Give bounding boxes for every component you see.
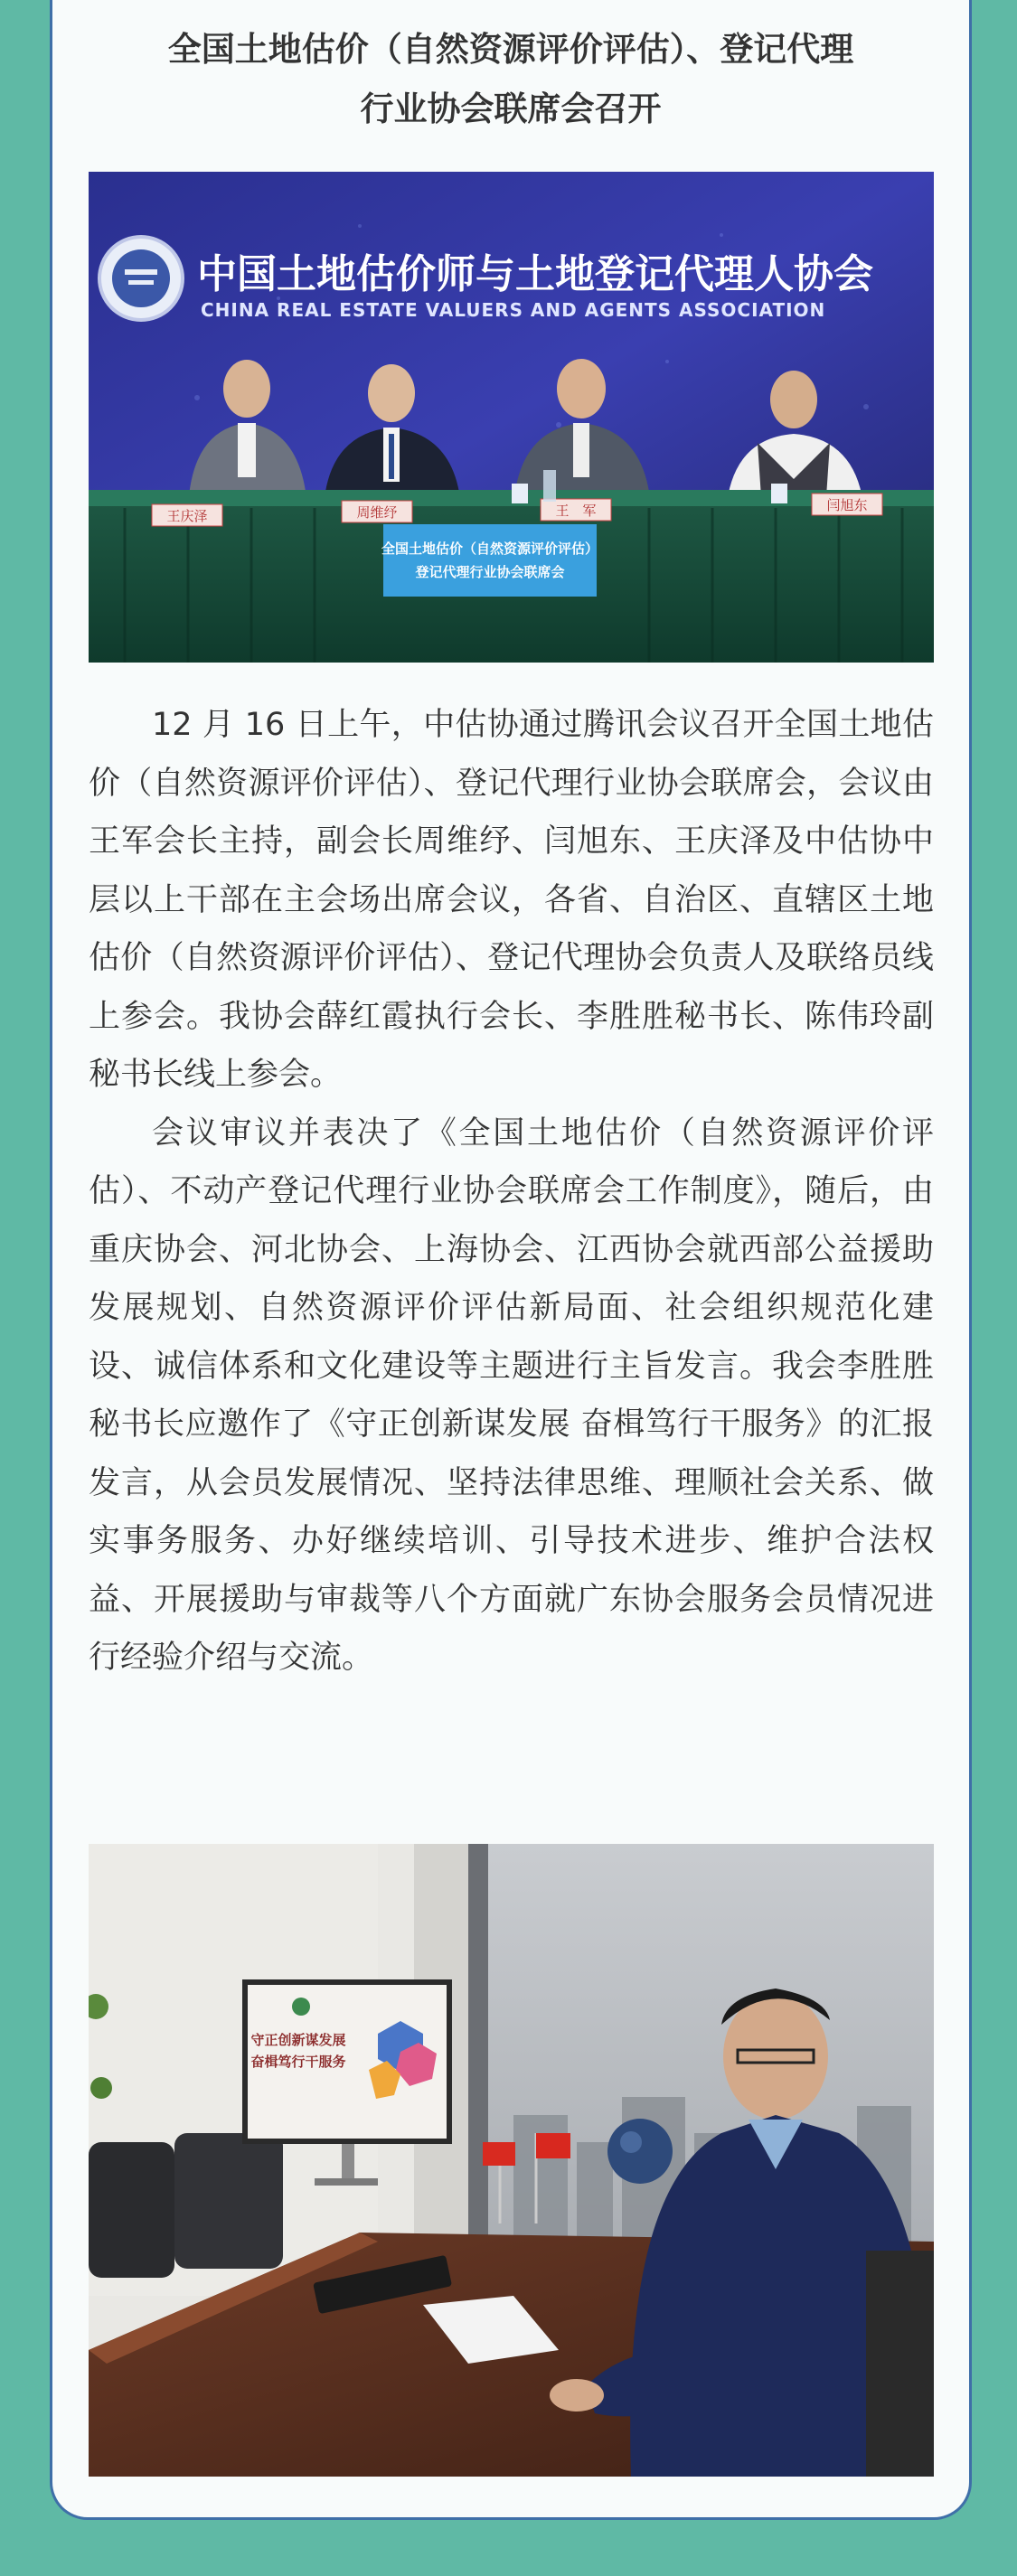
svg-text:王庆泽: 王庆泽 — [166, 508, 208, 524]
svg-text:王 军: 王 军 — [555, 503, 597, 519]
meeting-photo — [89, 172, 934, 663]
svg-text:登记代理行业协会联席会: 登记代理行业协会联席会 — [415, 564, 565, 580]
nameplate-2 — [342, 501, 412, 522]
svg-text:周维纾: 周维纾 — [356, 504, 398, 521]
svg-text:守正创新谋发展: 守正创新谋发展 — [250, 2032, 346, 2048]
article-title-line-2: 行业协会联席会召开 — [360, 89, 662, 128]
article-title — [52, 20, 969, 139]
banner-english: CHINA REAL ESTATE VALUERS AND AGENTS ASSOCIATION — [201, 299, 826, 321]
banner-chinese: 中国土地估价师与土地登记代理人协会 — [197, 251, 873, 297]
article-title-line-1: 全国土地估价（自然资源评价评估）、登记代理 — [167, 30, 854, 69]
article-paragraph-2: 会议审议并表决了《全国土地估价（自然资源评价评估）、不动产登记代理行业协会联席会工作制度》，随后，由重庆协会、河北协会、上海协会、江西协会就西部公益援助发展规划、自然资源评价评估新局面、社会组织规范化建设、诚信体系和文化建设等主题进行主旨发言。我会李胜胜秘书长应邀作了《守正创新谋发展 奋楫笃行干服务》的汇报发言，从会员发展情况、坚持法律思维、理顺社会关系、做实事务服务、办好继续培训、引导技术进步、维护合法权益、开展援助与审裁等八个方面就广东协会服务会员情况进行经验介绍与交流。 — [89, 1114, 934, 1676]
svg-text:奋楫笃行干服务: 奋楫笃行干服务 — [250, 2054, 346, 2070]
nameplate-1 — [152, 504, 222, 526]
svg-text:全国土地估价（自然资源评价评估）: 全国土地估价（自然资源评价评估） — [381, 541, 599, 557]
svg-text:闫旭东: 闫旭东 — [826, 497, 868, 513]
table-sign — [381, 524, 598, 597]
office-photo-illustration — [89, 1844, 934, 2477]
association-logo — [99, 237, 183, 320]
meeting-photo-illustration — [89, 172, 934, 663]
office-photo — [89, 1844, 934, 2477]
article-paragraph-1: 12 月 16 日上午，中估协通过腾讯会议召开全国土地估价（自然资源评价评估）、登记代理行业协会联席会，会议由王军会长主持，副会长周维纾、闫旭东、王庆泽及中估协中层以上干部在主会场出席会议，各省、自治区、直辖区土地估价（自然资源评价评估）、登记代理协会负责人及联络员线上参会。我协会薛红霞执行会长、李胜胜秘书长、陈伟玲副秘书长线上参会。 — [89, 707, 934, 1093]
article-body — [89, 696, 934, 1688]
nameplate-4 — [812, 494, 882, 515]
article-card — [50, 0, 972, 2520]
nameplate-3 — [541, 499, 611, 521]
